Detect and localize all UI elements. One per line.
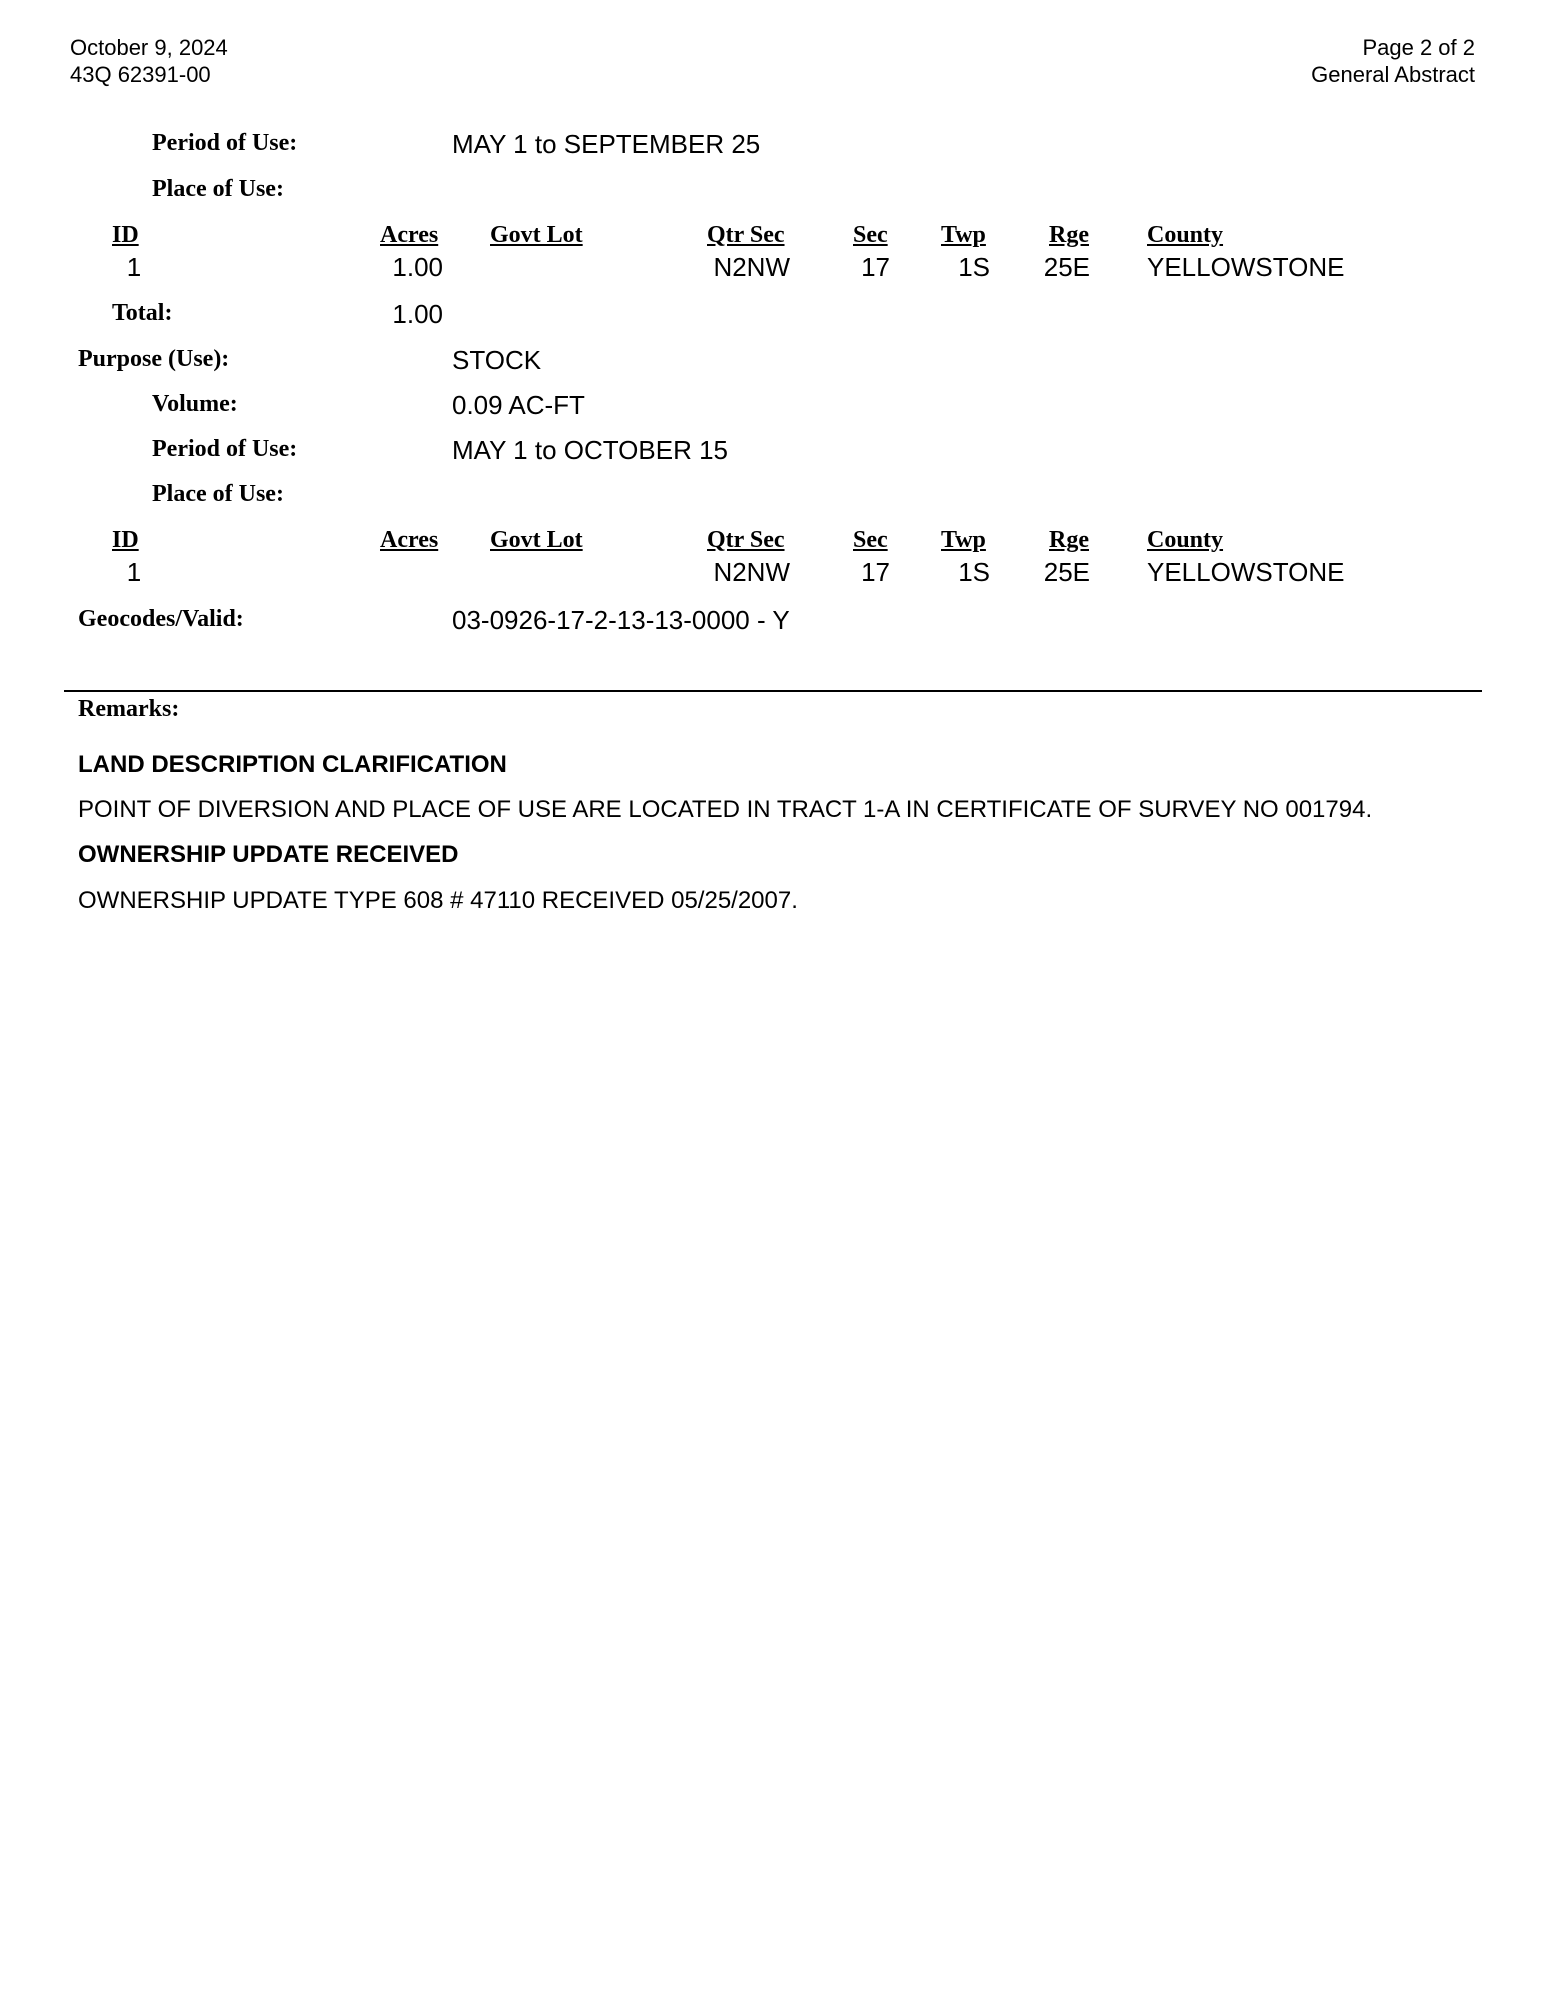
volume-value: 0.09 AC-FT (452, 390, 585, 420)
col-header-acres: Acres (380, 222, 439, 248)
col-header-id-2: ID (112, 527, 139, 553)
total-label: Total: (112, 300, 173, 326)
table-row-qtr-sec-2: N2NW (713, 557, 790, 587)
table-row-acres: 1.00 (392, 252, 443, 282)
purpose-label: Purpose (Use): (78, 346, 230, 372)
page-number: Page 2 of 2 (1362, 35, 1475, 60)
document-type: General Abstract (1311, 62, 1475, 87)
remark-text-ownership-update: OWNERSHIP UPDATE TYPE 608 # 47110 RECEIVED 05/25/2007. (78, 887, 798, 914)
table-row-rge: 25E (1043, 252, 1090, 282)
col-header-qtr-sec-2: Qtr Sec (707, 527, 785, 553)
table-row-qtr-sec: N2NW (713, 252, 790, 282)
col-header-id: ID (112, 222, 139, 248)
col-header-rge: Rge (1049, 222, 1089, 248)
volume-label: Volume: (152, 391, 238, 417)
place-of-use-label-2: Place of Use: (152, 481, 284, 507)
table-row-rge-2: 25E (1043, 557, 1090, 587)
period-of-use-value-2: MAY 1 to OCTOBER 15 (452, 435, 728, 465)
file-id: 43Q 62391-00 (70, 62, 211, 87)
col-header-govt-lot: Govt Lot (490, 222, 583, 248)
table-row-id-2: 1 (126, 557, 142, 587)
remarks-label: Remarks: (78, 696, 180, 722)
total-value: 1.00 (392, 299, 443, 329)
table-row-county-2: YELLOWSTONE (1147, 557, 1345, 587)
remark-title-ownership-update: OWNERSHIP UPDATE RECEIVED (78, 841, 459, 868)
period-of-use-label-2: Period of Use: (152, 436, 298, 462)
table-row-county: YELLOWSTONE (1147, 252, 1345, 282)
table-row-twp-2: 1S (958, 557, 990, 587)
purpose-value: STOCK (452, 345, 542, 375)
geocodes-value: 03-0926-17-2-13-13-0000 - Y (452, 605, 790, 635)
col-header-rge-2: Rge (1049, 527, 1089, 553)
period-of-use-value: MAY 1 to SEPTEMBER 25 (452, 129, 761, 159)
geocodes-label: Geocodes/Valid: (78, 606, 244, 632)
col-header-govt-lot-2: Govt Lot (490, 527, 583, 553)
col-header-qtr-sec: Qtr Sec (707, 222, 785, 248)
table-row-sec-2: 17 (861, 557, 890, 587)
col-header-sec-2: Sec (853, 527, 888, 553)
col-header-twp-2: Twp (941, 527, 986, 553)
report-date: October 9, 2024 (70, 35, 228, 60)
remark-text-land-description: POINT OF DIVERSION AND PLACE OF USE ARE LOCATED IN TRACT 1-A IN CERTIFICATE OF SURVEY NO 001794. (78, 796, 1373, 823)
place-of-use-label: Place of Use: (152, 176, 284, 202)
remark-title-land-description: LAND DESCRIPTION CLARIFICATION (78, 751, 507, 778)
col-header-county-2: County (1147, 527, 1224, 553)
table-row-sec: 17 (861, 252, 890, 282)
col-header-county: County (1147, 222, 1224, 248)
col-header-sec: Sec (853, 222, 888, 248)
col-header-acres-2: Acres (380, 527, 439, 553)
table-row-twp: 1S (958, 252, 990, 282)
period-of-use-label: Period of Use: (152, 130, 298, 156)
section-divider (64, 690, 1482, 692)
col-header-twp: Twp (941, 222, 986, 248)
table-row-id: 1 (126, 252, 142, 282)
